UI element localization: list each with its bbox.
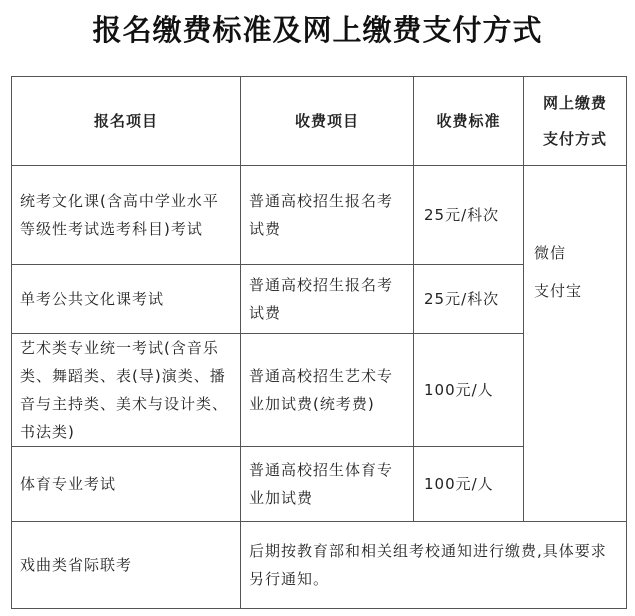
row-fee-item: 普通高校招生体育专业加试费 — [241, 447, 414, 522]
table-row — [12, 166, 627, 265]
header-fee-item: 收费项目 — [241, 77, 414, 166]
row-standard: 25元/科次 — [414, 265, 524, 334]
payment-method-wechat: 微信 — [534, 244, 567, 262]
header-row — [12, 77, 627, 166]
row-item: 统考文化课(含高中学业水平等级性考试选考科目)考试 — [12, 166, 241, 265]
table-row — [12, 522, 627, 609]
header-standard: 收费标准 — [414, 77, 524, 166]
row-item: 单考公共文化课考试 — [12, 265, 241, 334]
row-item: 艺术类专业统一考试(含音乐类、舞蹈类、表(导)演类、播音与主持类、美术与设计类、书法类) — [12, 334, 241, 447]
payment-methods-cell — [524, 166, 627, 522]
row-fee-item: 普通高校招生报名考试费 — [241, 265, 414, 334]
header-item: 报名项目 — [12, 77, 241, 166]
header-payment-line2: 支付方式 — [542, 130, 607, 148]
row-standard: 100元/人 — [414, 447, 524, 522]
fee-table — [11, 76, 627, 609]
page-title: 报名缴费标准及网上缴费支付方式 — [92, 13, 543, 47]
row-note: 后期按教育部和相关组考校通知进行缴费,具体要求另行通知。 — [241, 522, 627, 609]
row-fee-item: 普通高校招生艺术专业加试费(统考费) — [241, 334, 414, 447]
row-item: 体育专业考试 — [12, 447, 241, 522]
header-payment — [524, 77, 627, 166]
row-standard: 100元/人 — [414, 334, 524, 447]
header-payment-line1: 网上缴费 — [542, 94, 607, 112]
row-standard: 25元/科次 — [414, 166, 524, 265]
row-fee-item: 普通高校招生报名考试费 — [241, 166, 414, 265]
row-item: 戏曲类省际联考 — [12, 522, 241, 609]
payment-method-alipay: 支付宝 — [534, 282, 583, 300]
